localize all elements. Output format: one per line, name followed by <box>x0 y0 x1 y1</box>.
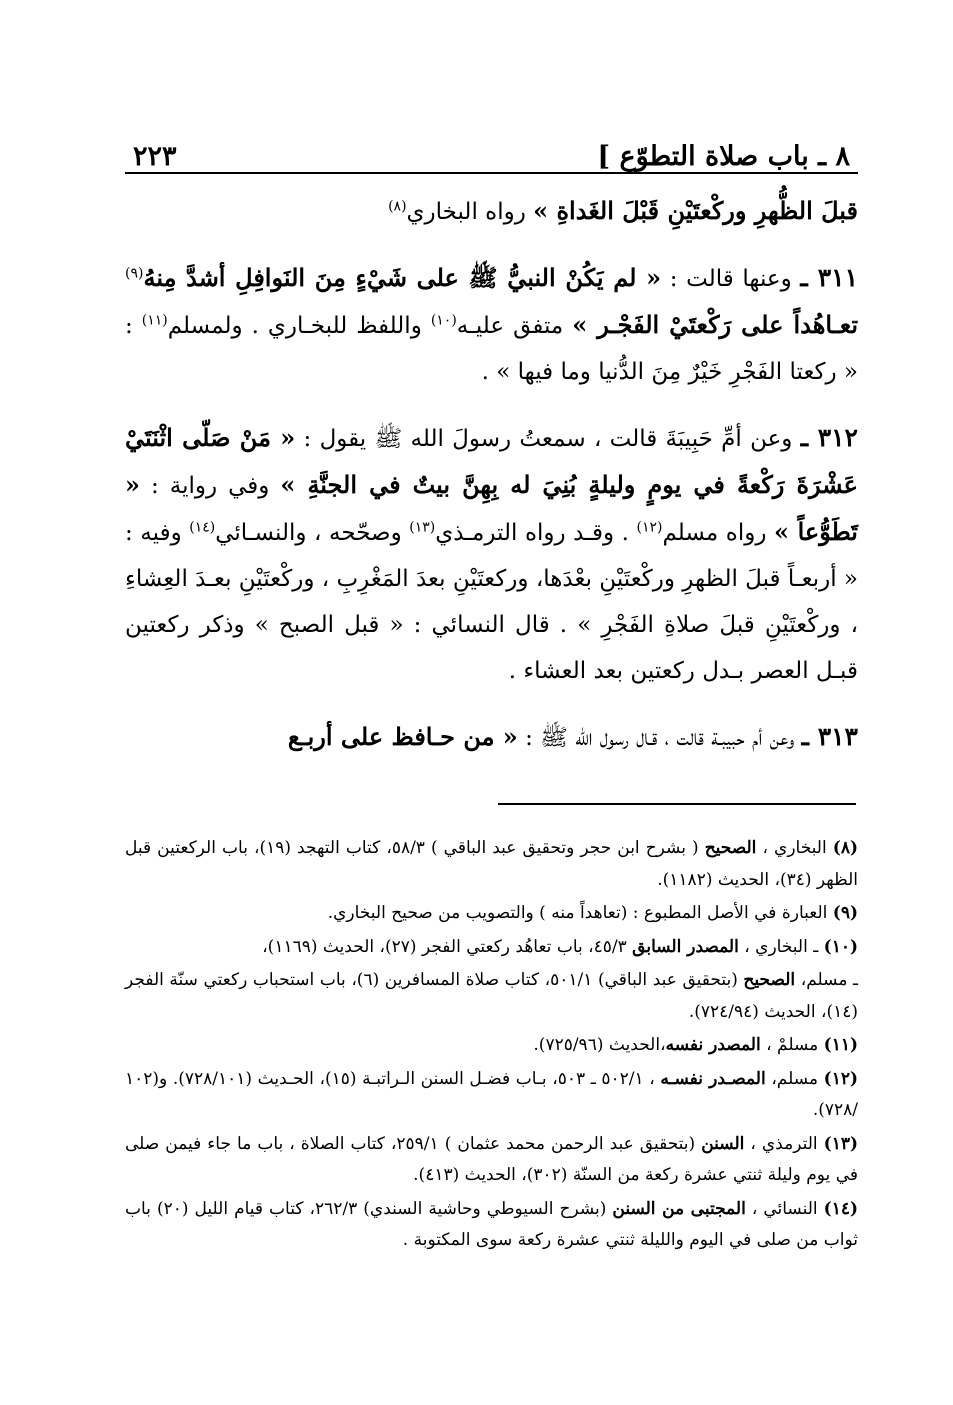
text-run: وعن أم حبيبـة قالت ، قـال رسول الله ﷺ : <box>517 725 802 751</box>
footnote-number: (١٠) <box>823 936 858 957</box>
footnote-number: (١٣) <box>823 1133 859 1154</box>
footnote-item <box>125 965 858 1028</box>
text-run: وفيه : « أربعـاً قبلَ الظهرِ وركْعتَيْنِ بعْدَها، وركعتَيْنِ بعدَ المَغْرِبِ ، وركْعتَيْنِ بعـدَ العِشاءِ ، وركْعتَيْنِ قبلَ صلاةِ الفَجْرِ » . قال النسائي : « قبل الصبح » وذكر ركعتين قبـل العصر بـدل ركعتين بعد العشاء . <box>125 520 858 684</box>
footnote-text: ـ البخاري ، <box>738 936 824 957</box>
footnote-item <box>125 1194 858 1257</box>
footnotes <box>125 833 858 1259</box>
hadith-quote: « تَطَوُّعاً » <box>125 470 858 546</box>
text-run: وصحّحه ، والنسـائي <box>215 520 410 546</box>
footnote-ref: (١٠) <box>430 312 457 329</box>
footnote-divider <box>498 803 856 805</box>
chapter-title: ٨ ـ باب صلاة التطوّع ] <box>597 141 850 172</box>
paragraph-continuation <box>125 188 858 235</box>
footnote-source: المصدر السابق <box>632 936 739 957</box>
footnote-text: ، ٥٠٢/١ ـ ٥٠٣، بـاب فضـل السنن الـراتبـة (١٥)، الحـديث (٧٢٨/١٠١). و(١٠٢ /٧٢٨). <box>125 1068 858 1120</box>
footnote-text: ـ مسلم، <box>795 970 858 990</box>
text-run: متفق عليـه <box>456 313 573 339</box>
footnote-text: ٤٥/٣، باب تعاهُد ركعتي الفجر (٢٧)، الحديث (١١٦٩)، <box>262 936 633 957</box>
text-run: وعنها قالت : <box>661 266 801 292</box>
footnote-source: المصـدر نفسـه <box>660 1068 766 1089</box>
footnote-item <box>125 1064 858 1127</box>
footnote-ref: (١٤) <box>189 519 216 536</box>
hadith-number: ٣١٣ ـ <box>801 722 858 751</box>
hadith-number: ٣١١ ـ <box>800 263 859 292</box>
text-run: . وقـد رواه الترمـذي <box>435 520 637 546</box>
page-header <box>125 118 858 174</box>
text-run: واللفظ للبخـاري . ولمسلم <box>167 313 431 339</box>
footnote-text: (بشرح السيوطي وحاشية السندي) ٢٦٢/٣، كتاب قيام الليل (٢٠) باب ثواب من صلى في اليوم والليلة ثنتي عشرة ركعة سوى المكتوبة . <box>125 1198 858 1250</box>
footnote-text: النسائي ، <box>745 1198 824 1219</box>
hadith-312 <box>125 415 858 694</box>
footnote-text: مسلمْ ، <box>760 1035 824 1055</box>
footnote-item <box>125 833 858 896</box>
footnote-item <box>125 1030 858 1062</box>
footnote-source: الصحيح <box>704 838 757 858</box>
main-text <box>125 188 858 761</box>
footnote-text: البخاري ، <box>756 838 833 858</box>
text-run: رواه مسلم <box>662 520 774 546</box>
text-run: وفي رواية : <box>140 473 281 499</box>
footnote-number: (٨) <box>832 838 858 858</box>
footnote-source: الصحيح <box>743 970 796 990</box>
hadith-quote: « مَنْ صَلّى اثْنَتَيْ عَشْرَةَ رَكْعةً في يومٍ وليلةٍ بُنِيَ له بِهِنَّ بيتٌ في الجنَّةِ » <box>125 423 858 499</box>
footnote-source: السنن <box>701 1133 745 1154</box>
hadith-number: ٣١٢ ـ <box>800 423 858 452</box>
footnote-text: (بتحقيق عبد الباقي) ٥٠١/١، كتاب صلاة المسافرين (٦)، باب استحباب ركعتي سنّة الفجر (١٤)، الحديث (٧٢٤/٩٤). <box>125 970 858 1022</box>
footnote-ref: (١١) <box>141 312 168 329</box>
footnote-ref: (١٣) <box>409 519 436 536</box>
footnote-item <box>125 898 858 930</box>
footnote-number: (١٤) <box>823 1198 858 1219</box>
text-run: : « ركعتا الفَجْرِ خَيْرٌ مِنَ الدُّنيا وما فيها » . <box>125 313 858 385</box>
footnote-ref: (٨) <box>388 198 407 215</box>
hadith-quote: قبلَ الظُّهرِ وركْعتَيْنِ قَبْلَ الغَداةِ » <box>533 196 858 225</box>
footnote-text: ( بشرح ابن حجر وتحقيق عبد الباقي ) ٥٨/٣، كتاب التهجد (١٩)، باب الركعتين قبل الظهر (٣٤)، الحديث (١١٨٢). <box>125 838 858 890</box>
footnote-ref: (١٢) <box>636 519 663 536</box>
page-number: ٢٢٣ <box>133 141 177 172</box>
hadith-quote: « لم يَكُنْ النبيُّ ﷺ على شَيْءٍ مِنَ النَوافِلِ أشدَّ مِنهُ <box>143 263 662 292</box>
footnote-text: (بتحقيق عبد الرحمن محمد عثمان ) ٢٥٩/١، كتاب الصلاة ، باب ما جاء فيمن صلى في يوم وليلة ثنتي عشرة ركعة من السنّة (٣٠٢)، الحديث (٤١٣). <box>125 1133 858 1185</box>
footnote-number: (١١) <box>823 1035 858 1055</box>
footnote-source: المجتبى من السنن <box>612 1198 746 1219</box>
footnote-text: العبارة في الأصل المطبوع : (تعاهداً منه ) والتصويب من صحيح البخاري. <box>327 903 833 923</box>
hadith-quote: « من حـافظ على أربـع <box>287 722 518 751</box>
footnote-text: مسلم، <box>765 1068 824 1089</box>
footnote-text: الترمذي ، <box>744 1133 824 1154</box>
footnote-ref: (٩) <box>125 265 144 282</box>
footnote-item <box>125 1129 858 1192</box>
footnote-number: (٩) <box>832 903 858 923</box>
hadith-311 <box>125 255 858 395</box>
footnote-item <box>125 932 858 964</box>
hadith-313 <box>125 714 858 761</box>
text-run: وعن أمِّ حَبِيبَةَ قالت ، سمعتُ رسولَ الله ﷺ يقول : <box>295 426 801 452</box>
footnote-text: ،الحديث (٧٢٥/٩٦). <box>533 1035 666 1055</box>
footnote-source: المصدر نفسه <box>665 1035 761 1055</box>
text-run: رواه البخاري <box>406 199 534 225</box>
hadith-quote: تعـاهُداً على رَكْعتَيْ الفَجْـر » <box>572 310 858 339</box>
footnote-number: (١٢) <box>823 1068 858 1089</box>
